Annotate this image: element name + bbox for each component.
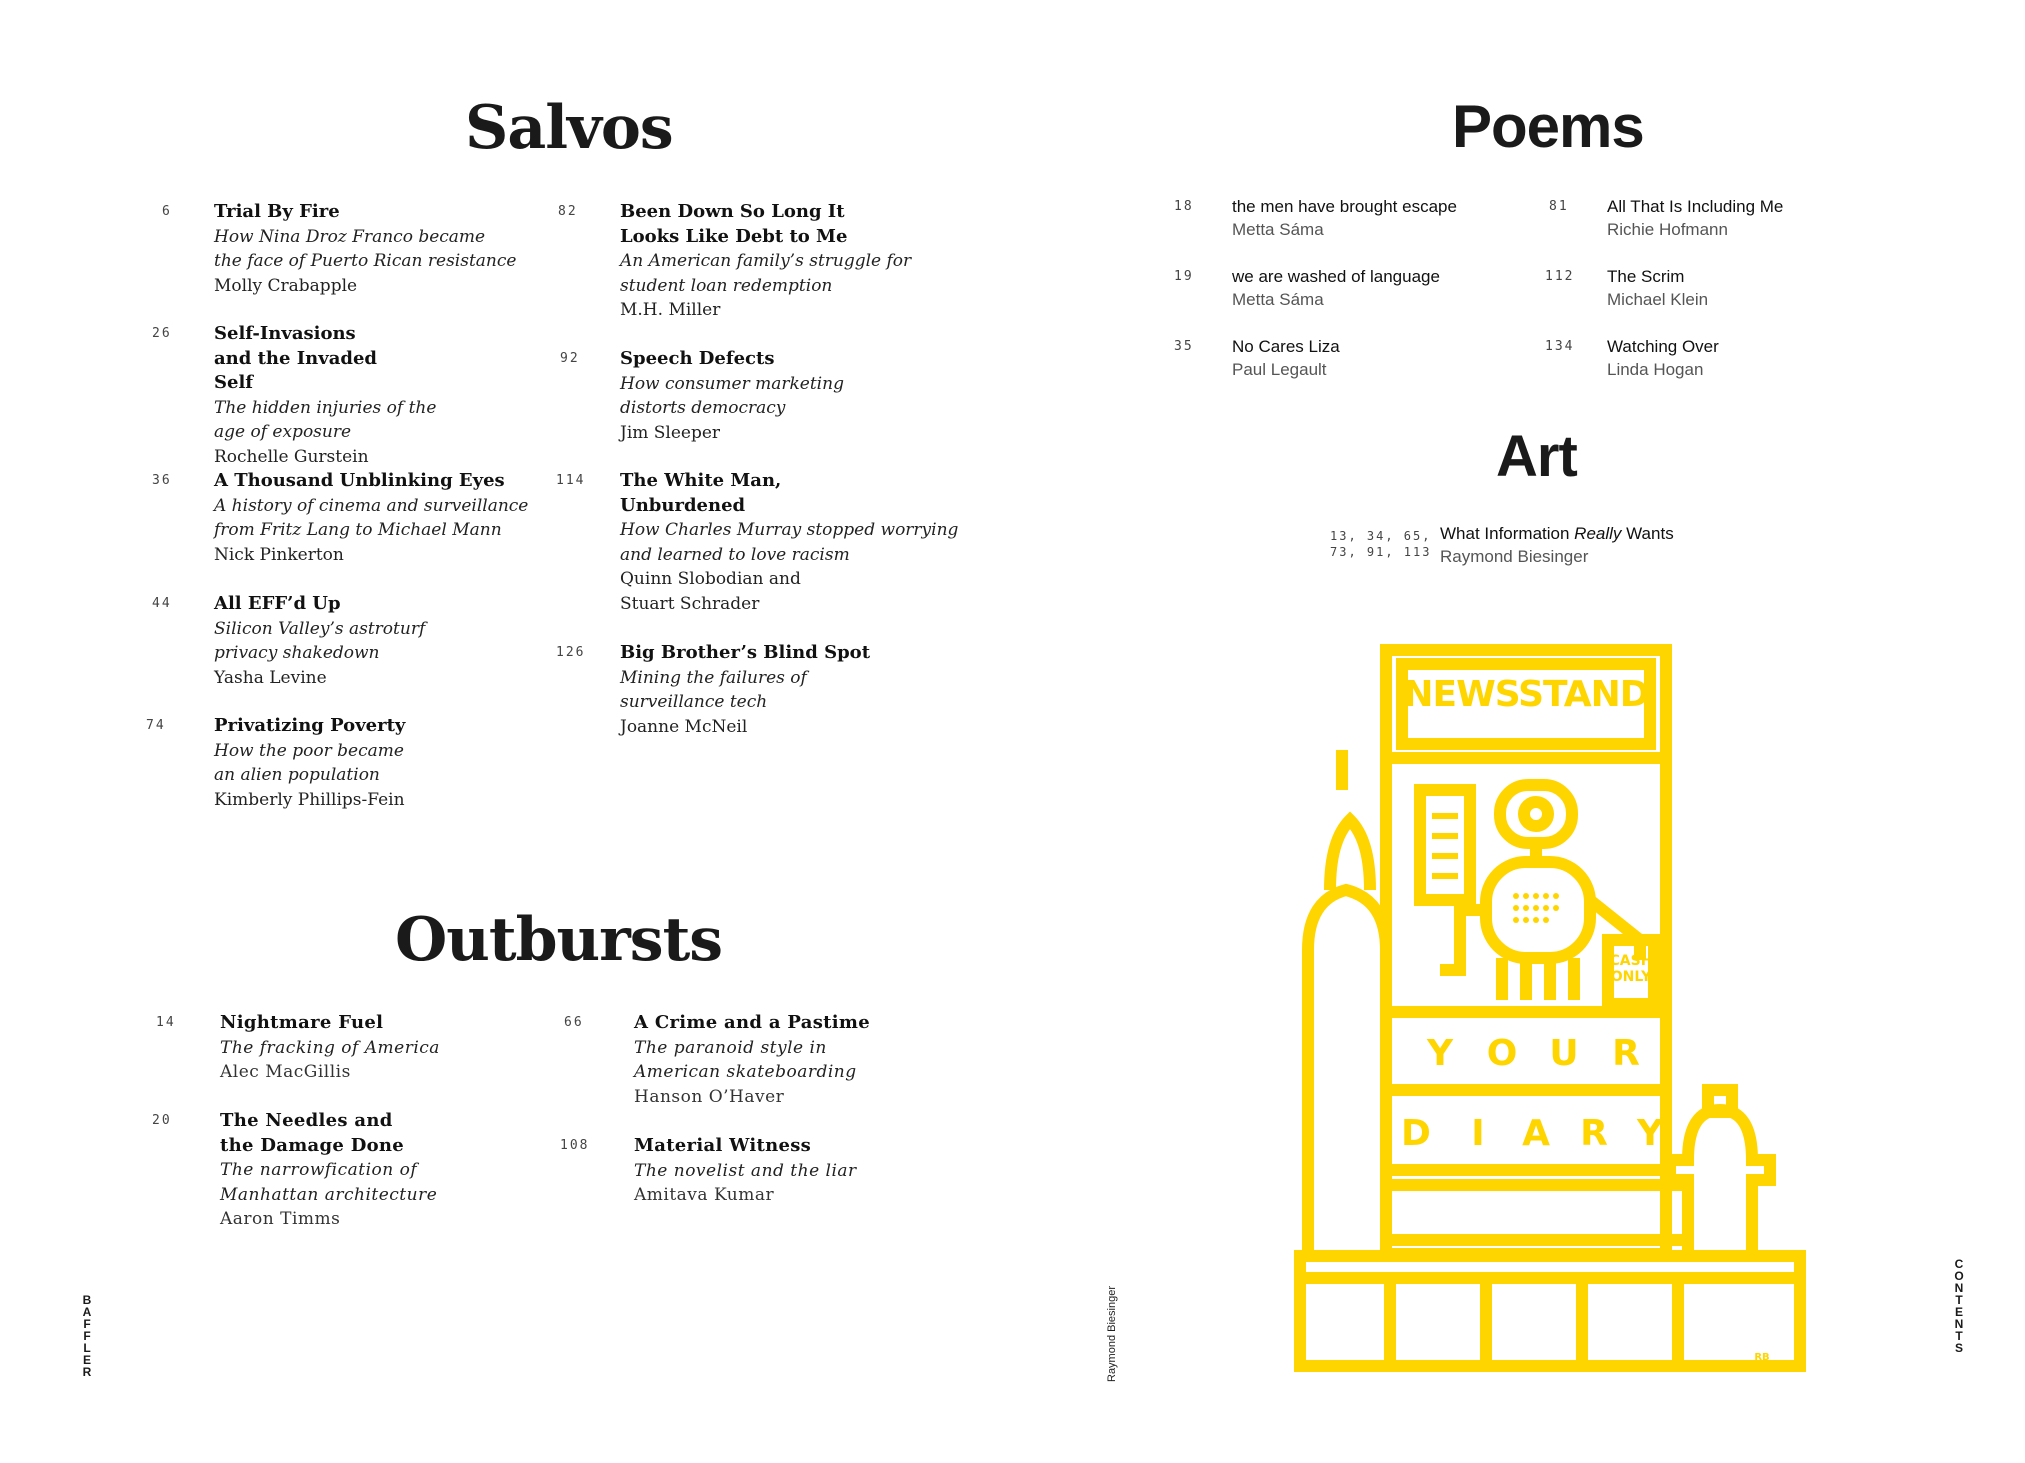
page-number: 74 [146,718,166,733]
art-title-part: Wants [1621,524,1674,543]
entry-author: Quinn Slobodian and [620,569,801,589]
entry-subtitle: How the poor became [214,740,404,761]
entry-subtitle: privacy shakedown [214,643,380,663]
page-number: 134 [1545,339,1575,354]
entry-subtitle: An American family’s struggle for [620,251,912,271]
cash-text: ONLY [1610,969,1652,985]
shelf-letter: O [1486,1033,1518,1074]
shelf-letter: I [1471,1113,1485,1154]
page-number: 26 [152,326,172,341]
page-number: 36 [152,473,172,488]
poem-author: Metta Sáma [1232,290,1324,309]
page-numbers [1330,528,1431,560]
poem-entry[interactable] [1170,335,1500,381]
baffler-letter: R [82,1365,92,1379]
entry-subtitle: Mining the failures of [620,667,807,688]
art-pages-line: 13, 34, 65, [1330,529,1432,543]
page-number: 92 [560,351,580,366]
entry-author: Stuart Schrader [620,593,760,614]
page-number: 35 [1174,339,1194,354]
baffler-letter: B [82,1293,92,1307]
sign-text: NEWSSTAND [1403,674,1649,715]
page-number: 6 [162,204,172,219]
page-number: 14 [156,1015,176,1030]
pamphlet [1420,790,1470,900]
left-figure [1308,890,1386,1256]
right-figure [1670,1110,1770,1256]
entry-author: M.H. Miller [620,300,721,320]
entry-title: Privatizing Poverty [214,715,406,736]
entry-subtitle: age of exposure [214,422,352,442]
shelf-letter: R [1580,1113,1608,1154]
entry-author: Amitava Kumar [634,1185,775,1205]
salvos-entry[interactable] [150,469,530,567]
art-pages-line: 73, 91, 113 [1330,545,1432,559]
entry-title: All EFF’d Up [214,593,341,614]
entry-subtitle: student loan redemption [620,275,833,296]
contents-letter: C [1954,1257,1964,1271]
entry-subtitle: The fracking of America [220,1037,440,1058]
outbursts-entry[interactable] [150,1011,550,1085]
page-number: 20 [152,1113,172,1128]
entry-subtitle: The paranoid style in [634,1037,827,1058]
shelf-letter: A [1522,1113,1550,1154]
entry-author: Alec MacGillis [220,1062,351,1082]
baffler-vertical-label [80,1294,94,1378]
entry-author: Hanson O’Haver [634,1086,785,1107]
art-title [1440,522,1750,545]
poem-title: we are washed of language [1232,267,1440,286]
entry-title: A Crime and a Pastime [634,1012,870,1033]
entry-subtitle: The novelist and the liar [634,1160,857,1181]
poems-heading: Poems [1452,93,1644,160]
entry-subtitle: an alien population [214,765,380,785]
entry-subtitle: distorts democracy [620,398,786,418]
entry-subtitle: How Nina Droz Franco became [214,226,486,247]
page-number: 18 [1174,199,1194,214]
cash-text: CASH [1609,953,1653,969]
entry-author: Rochelle Gurstein [214,446,369,467]
entry-subtitle: How Charles Murray stopped worrying [620,520,959,540]
baffler-letter: L [83,1341,91,1355]
entry-author: Joanne McNeil [620,716,748,737]
baffler-letter: A [82,1305,92,1319]
salvos-entry[interactable] [556,200,936,323]
shelf-letter: U [1549,1033,1579,1074]
outbursts-entry[interactable] [564,1011,964,1109]
shelf-letter: D [1401,1113,1431,1154]
entry-subtitle: The narrowfication of [220,1160,418,1180]
entry-title: Nightmare Fuel [220,1012,384,1033]
baffler-letter: F [83,1329,91,1343]
poem-author: Paul Legault [1232,360,1327,379]
salvos-entry[interactable] [150,200,530,298]
contents-letter: T [1955,1293,1963,1307]
poem-title: Watching Over [1607,337,1719,356]
art-title-emphasis: Really [1574,524,1622,543]
poem-title: All That Is Including Me [1607,197,1784,216]
page-number: 114 [556,473,586,488]
newsstand-illustration [1290,640,1810,1380]
entry-author: Aaron Timms [220,1209,341,1229]
entry-title: Material Witness [634,1135,812,1156]
contents-letter: T [1955,1329,1963,1343]
entry-subtitle: the face of Puerto Rican resistance [214,251,517,271]
salvos-entry[interactable] [556,469,959,616]
robot-head [1500,785,1572,843]
contents-letter: N [1954,1317,1964,1331]
entry-subtitle: Silicon Valley’s astroturf [214,618,426,639]
poem-title: The Scrim [1607,267,1685,286]
entry-title: A Thousand Unblinking Eyes [214,470,505,491]
entry-subtitle: Manhattan architecture [220,1184,438,1205]
poem-entry[interactable] [1545,195,1845,241]
art-title-part: What Information [1440,524,1575,543]
contents-letter: S [1954,1341,1963,1355]
poem-author: Michael Klein [1607,290,1709,309]
art-entry[interactable] [1330,522,1750,568]
entry-subtitle: How consumer marketing [620,373,844,394]
entry-subtitle: from Fritz Lang to Michael Mann [214,520,502,540]
entry-title: Trial By Fire [214,201,340,222]
contents-letter: O [1954,1269,1964,1283]
salvos-entry[interactable] [150,322,480,469]
contents-letter: N [1954,1281,1964,1295]
art-heading: Art [1496,424,1577,489]
entry-author: Jim Sleeper [620,422,721,443]
entry-author: Yasha Levine [214,667,327,688]
robot-keypad [1513,893,1559,923]
poem-author: Linda Hogan [1607,360,1704,379]
illustration-credit: Raymond Biesinger [1106,1286,1118,1382]
outbursts-entry[interactable] [560,1134,964,1208]
page-number: 82 [558,204,578,219]
art-author: Raymond Biesinger [1440,547,1589,566]
entry-author: Nick Pinkerton [214,544,344,565]
entry-author: Molly Crabapple [214,275,358,296]
entry-subtitle: The hidden injuries of the [214,397,437,418]
outbursts-entry[interactable] [150,1109,550,1232]
entry-subtitle: A history of cinema and surveillance [214,495,529,516]
artist-monogram: RB [1754,1352,1770,1363]
page-number: 19 [1174,269,1194,284]
outbursts-heading: Outbursts [395,905,723,975]
contents-letter: E [1954,1305,1963,1319]
poem-entry[interactable] [1170,265,1500,311]
entry-subtitle: surveillance tech [620,692,768,712]
poem-entry[interactable] [1170,195,1500,241]
salvos-heading: Salvos [465,93,673,163]
poem-author: Richie Hofmann [1607,220,1728,239]
entry-title: Speech Defects [620,348,775,369]
page-number: 112 [1545,269,1575,284]
baffler-letter: F [83,1317,91,1331]
entry-title: Been Down So Long It Looks Like Debt to Me [620,201,848,247]
shelf-letter: Y [1636,1113,1664,1154]
page-number: 81 [1549,199,1569,214]
entry-title: The White Man, Unburdened [620,470,782,516]
salvos-entry[interactable] [146,714,530,812]
shelf-letter: R [1612,1033,1640,1074]
page-number: 126 [556,645,586,660]
page-number: 66 [564,1015,584,1030]
entry-author: Kimberly Phillips-Fein [214,789,405,810]
page-number: 44 [152,596,172,611]
salvos-entry[interactable] [556,641,936,739]
poem-entry[interactable] [1545,335,1845,381]
poem-title: the men have brought escape [1232,197,1457,216]
shelf-letter: Y [1426,1033,1454,1074]
salvos-entry[interactable] [556,347,936,445]
entry-title: Self-Invasions and the Invaded Self [214,323,377,393]
salvos-entry[interactable] [150,592,530,690]
entry-title: The Needles and the Damage Done [220,1110,405,1156]
baffler-letter: E [82,1353,91,1367]
poem-author: Metta Sáma [1232,220,1324,239]
entry-subtitle: American skateboarding [634,1062,857,1082]
entry-title: Big Brother’s Blind Spot [620,642,871,663]
contents-vertical-label [1952,1258,1966,1354]
poem-entry[interactable] [1545,265,1845,311]
entry-subtitle: and learned to love racism [620,544,850,565]
page-number: 108 [560,1138,590,1153]
poem-title: No Cares Liza [1232,337,1340,356]
